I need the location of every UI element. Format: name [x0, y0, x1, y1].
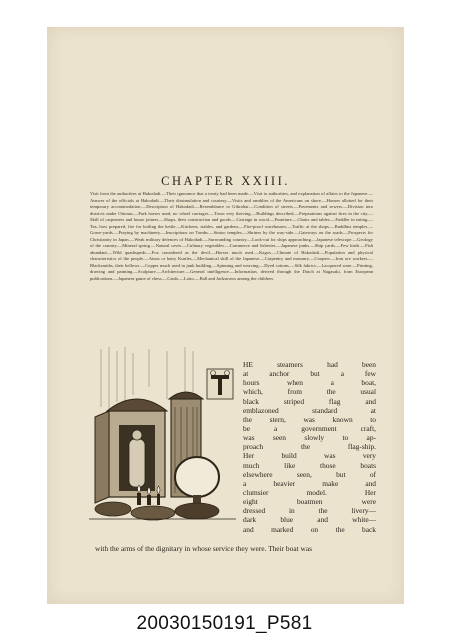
- body-line: black striped flag and: [243, 396, 376, 406]
- body-line: emblazoned standard at: [243, 405, 376, 415]
- chapter-summary: Visit from the authorities at Hakodadi.—Their ignorance that a treaty had been made.—Visit to authorities, and explanation of affairs to the Japanese.—Answer of the officials at Hakodadi.—Their dissimulation and courtesy.—Visits and ramblies of the Americans on shore.—Houses allotted for their temporary accommodation.—Description of Hakodadi.—Resemblance to Gibraltar.—Condition of streets.—Pavements and sewers.—Division into districts under Ottonas.—Park horses used, no wheel carriages.—Town very thriving.—Buildings described.—Preparations against fires in the city.—Skill of carpenters and house joiners.—Shops, their construction and goods.—Carriage in wood.—Furniture.—Chairs and tables.—Fuddler in eating.—Tea, how prepared, fire for boiling the kettle.—Kitchens, stables, and gardens.—Fire-proof warehouses.—Traffic at the shops.—Buddhist temples.—Grave-yards.—Praying by machinery.—Inscriptions on Tombs.—Sintoo temples.—Shrines by the way-side.—Gateways on the roads.—Prospects for Christianity in Japan.—Weak military defences of Hakodadi.—Surrounding country.—Look-out for ships approaching.—Japanese telescope.—Geology of the country.—Mineral spring.—Natural caves.—Culinary vegetables.—Commerce and fisheries.—Japanese junks.—Ship yards.—Few birds.—Fish abundant.—Wild quadrupeds.—Fox considered as the devil.—Horses much used.—Kagos.—Climate of Hakodadi.—Population and physical characteristics of the people.—Ainos or hairy Kuriles.—Mechanical skill of the Japanese.—Carpentry and masonry.—Coopers.—Iron ore workers.—Blacksmiths, their bellows.—Copper much used in junk building.—Spinning and weaving.—Dyed cottons.—Silk fabrics.—Lacquered ware.—Printing, drawing and painting.—Sculpture.—Architecture.—General intelligence.—Information, derived through the Dutch at Nagasaki, from European publications.—Japanese game of chess.—Cards.—Lotto.—Ball and Jackstraws among the children.: [90, 191, 373, 281]
- body-line: and marked on the back: [243, 524, 376, 534]
- shrine-illustration: [89, 347, 236, 524]
- body-line: was seen slowly to ap-: [243, 433, 376, 443]
- body-line: the stern, was known to: [243, 414, 376, 424]
- body-line: HE steamers had been: [243, 360, 376, 369]
- book-page: [47, 27, 404, 604]
- body-line: dark blue and white—: [243, 515, 376, 525]
- body-line: which, from the usual: [243, 387, 376, 397]
- body-line: elsewhere seen, but of: [243, 469, 376, 479]
- body-text-column: [243, 360, 376, 534]
- body-last-line: with the arms of the dignitary in whose service they were. Their boat was: [95, 544, 313, 553]
- body-line: much like those boats: [243, 460, 376, 470]
- body-line: eight boatmen were: [243, 497, 376, 507]
- image-caption: 20030150191_P581: [136, 613, 313, 634]
- body-line: at anchor but a few: [243, 369, 376, 379]
- bleed-through-text: · · · · · · · · · · · · · · · ·: [174, 117, 350, 127]
- body-line: proach the flag-ship.: [243, 442, 376, 452]
- body-line: hours when a boat,: [243, 378, 376, 388]
- body-line: Her build was very: [243, 451, 376, 461]
- body-line: a heavier make and: [243, 478, 376, 488]
- chapter-heading: CHAPTER XXIII.: [161, 174, 290, 188]
- body-line: be a government craft,: [243, 423, 376, 433]
- body-line: dressed in the livery—: [243, 506, 376, 516]
- body-line: clumsier model. Her: [243, 487, 376, 497]
